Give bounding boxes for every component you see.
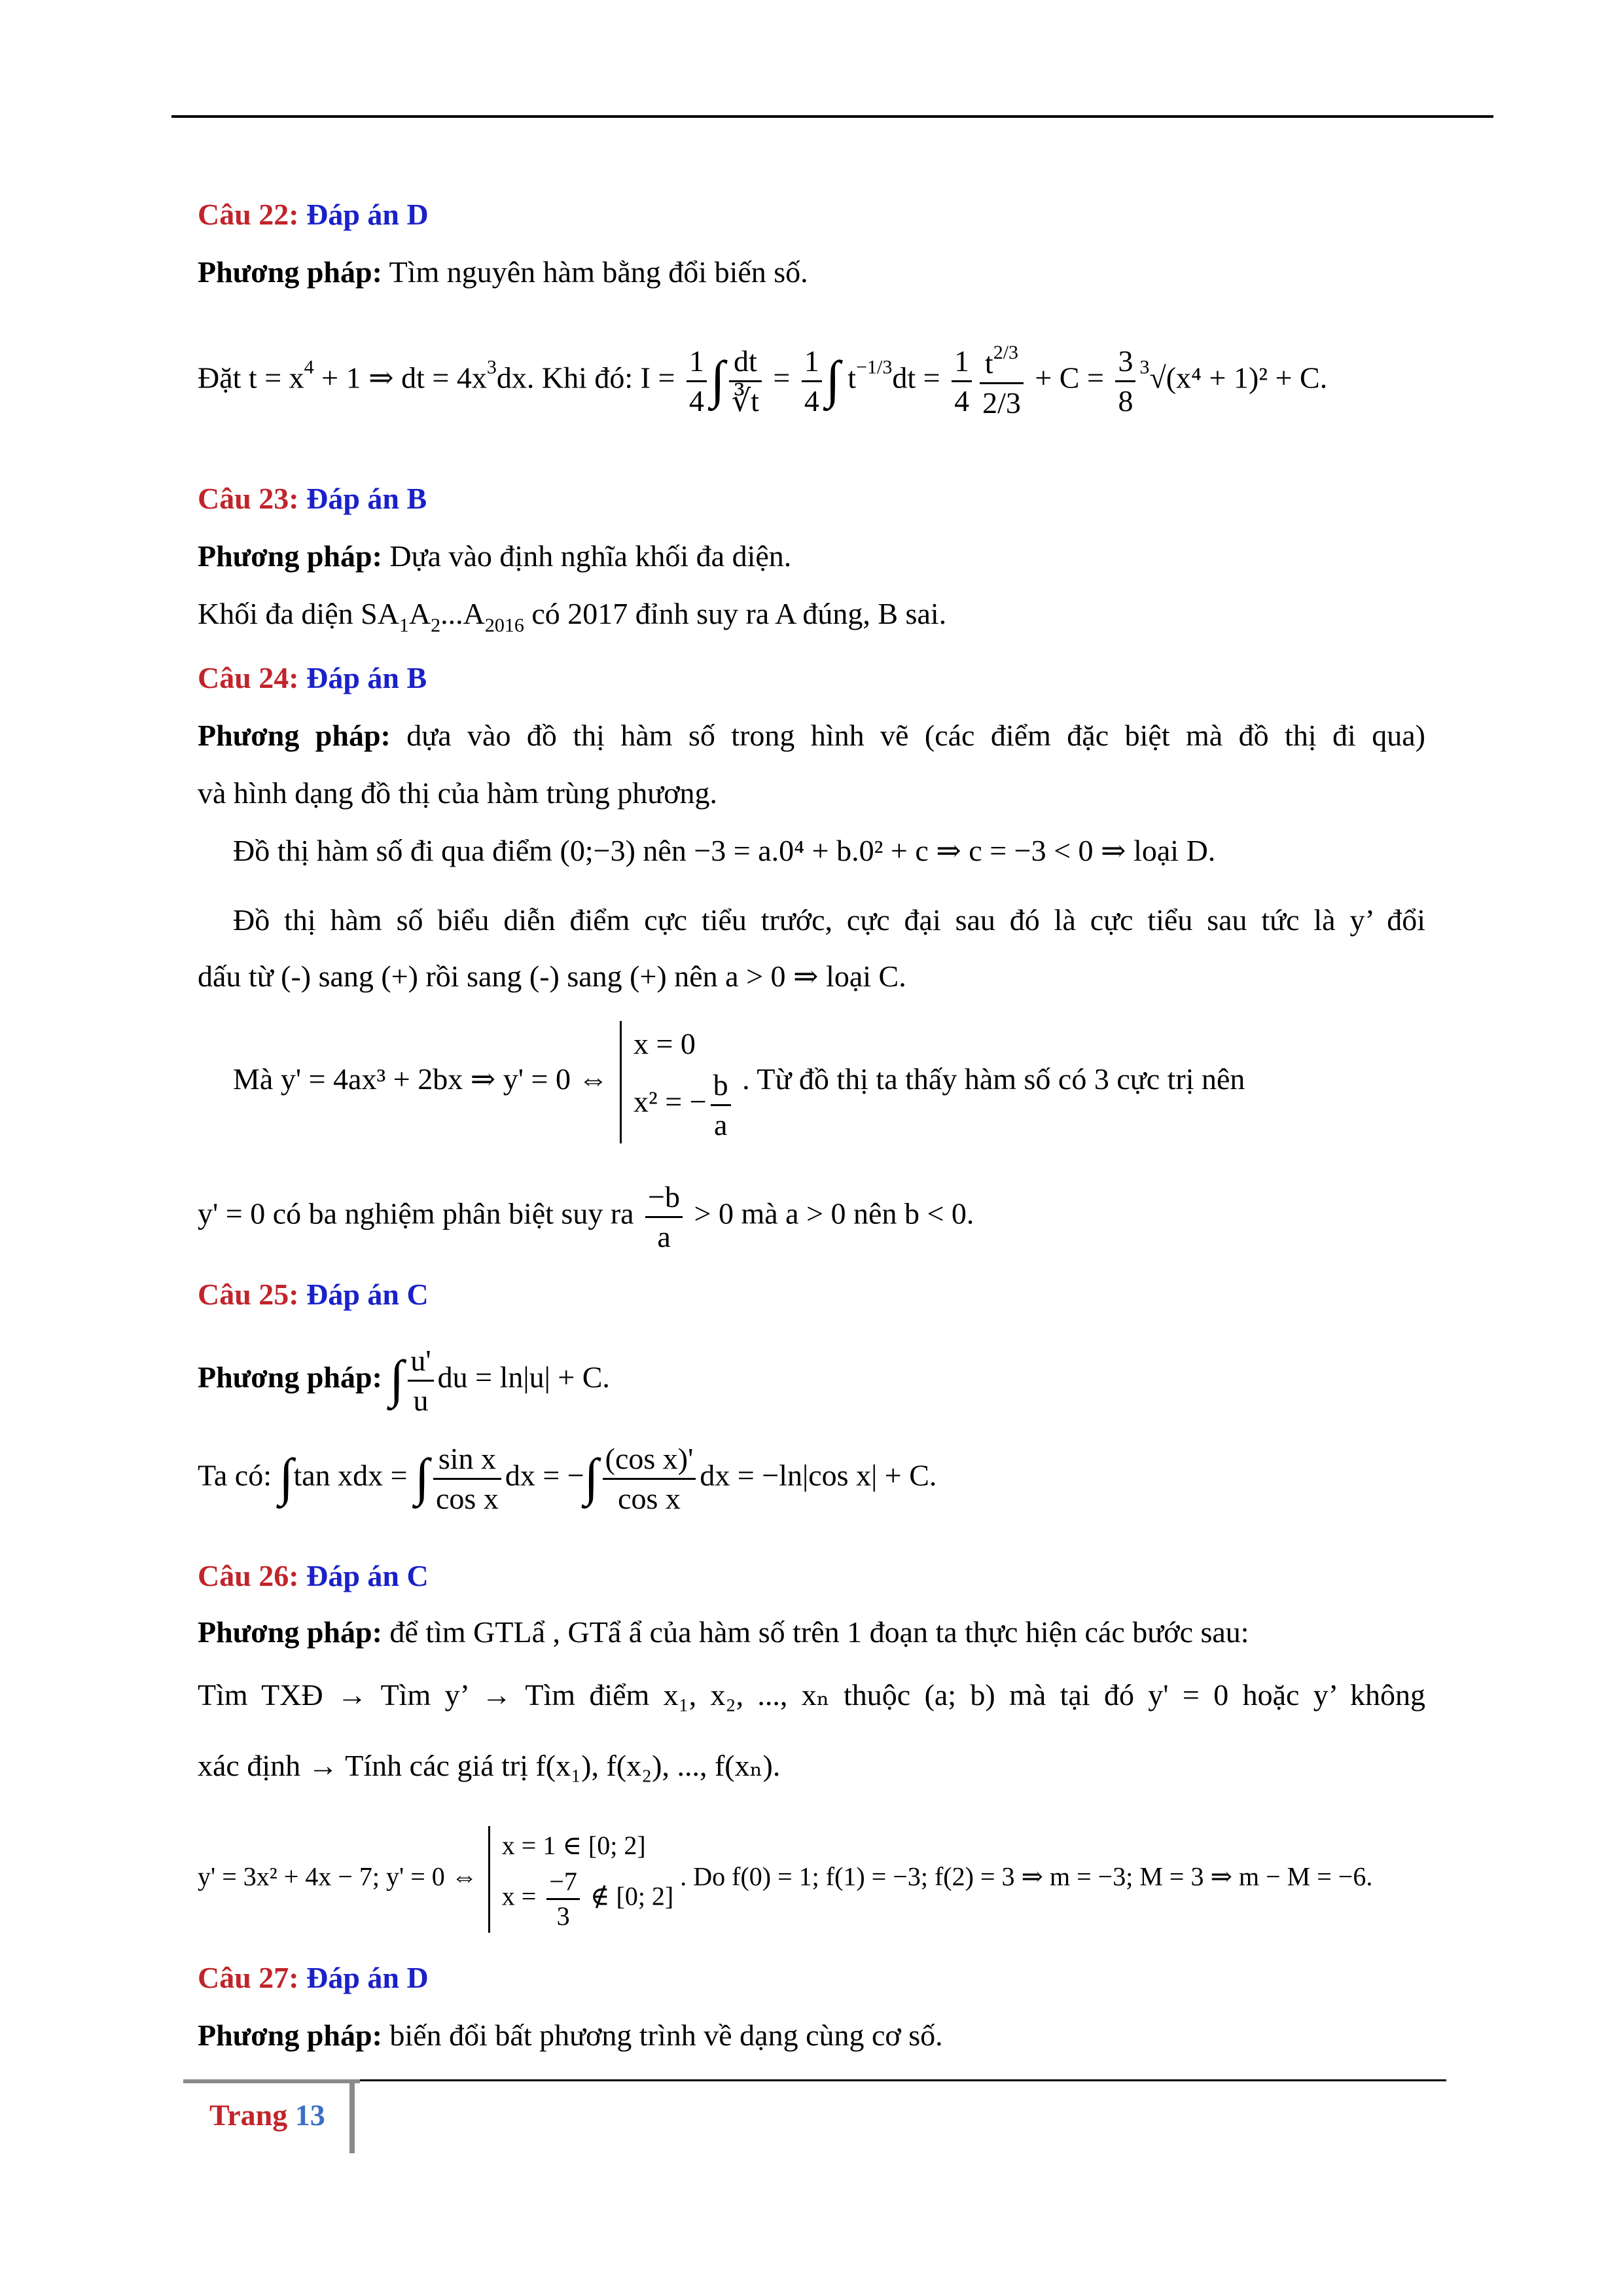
q22-answer: Đáp án D	[306, 198, 429, 231]
q24-system	[620, 1021, 735, 1143]
q22-eq-part-c: dx. Khi đó: I =	[496, 361, 683, 395]
q25-statement	[198, 1440, 936, 1517]
q24-title: Câu 24:	[198, 661, 299, 694]
t-symbol: t	[984, 346, 993, 380]
q26-l3	[198, 1826, 1372, 1933]
q26-method-text: để tìm GTLẩ , GTẩ ẩ của hàm số trên 1 đoạn ta thực hiện các bước sau:	[389, 1615, 1249, 1649]
integral-sign: ∫	[279, 1448, 294, 1507]
q26-case2-lhs: x =	[501, 1881, 543, 1911]
q23-method-label: Phương pháp:	[198, 539, 382, 573]
q26-method-label: Phương pháp:	[198, 1615, 382, 1649]
q26-frac-neg7-over-3	[546, 1865, 580, 1933]
q27-method-label: Phương pháp:	[198, 2018, 382, 2052]
q24-p4-a: y' = 0 có ba nghiệm phân biệt suy ra	[198, 1196, 642, 1230]
q25-frac-uprime-over-u	[408, 1342, 433, 1419]
q23-part-c: ...A	[440, 597, 485, 630]
q24-frac-b-over-a	[711, 1066, 731, 1143]
q24-method-line2: và hình dạng đồ thị của hàm trùng phương.	[198, 776, 718, 810]
q25-method	[198, 1342, 610, 1419]
q22-frac-three-eighths	[1115, 342, 1135, 420]
frac-num: b	[711, 1066, 731, 1106]
q22-method-text: Tìm nguyên hàm bằng đổi biến số.	[389, 255, 808, 289]
frac-num: 3	[1115, 342, 1135, 382]
q24-case2	[633, 1066, 735, 1143]
q22-eq-t: t	[840, 361, 857, 395]
footer-accent-bar	[183, 2079, 360, 2083]
q27-title: Câu 27:	[198, 1961, 299, 1994]
q22-frac-quarter-2	[802, 342, 822, 420]
frac-den: ∛t	[731, 384, 759, 418]
q26-l1: Tìm TXĐ → Tìm y’ → Tìm điểm x₁, x₂, ..., xₙ thuộc (a; b) mà tại đó y' = 0 hoặc y’ không	[198, 1678, 1425, 1712]
q22-frac-dt	[729, 342, 762, 420]
frac-num: −b	[645, 1178, 683, 1218]
q26-title: Câu 26:	[198, 1559, 299, 1592]
q22-eq-part-a: Đặt t = x	[198, 361, 304, 395]
q26-case1: x = 1 ∈ [0; 2]	[501, 1831, 646, 1860]
q22-frac-quarter-1	[687, 342, 707, 420]
q23-part-a: Khối đa diện SA	[198, 597, 399, 630]
q24-p2a: Đồ thị hàm số biểu diễn điểm cực tiểu trước, cực đại sau đó là cực tiểu sau tức là y’ đổi	[233, 903, 1425, 937]
q26-system	[488, 1826, 674, 1933]
frac-num: dt	[729, 342, 762, 382]
q24-p3-b: . Từ đồ thị ta thấy hàm số có 3 cực trị nên	[742, 1062, 1245, 1096]
q24-case2-lhs: x² = −	[633, 1085, 707, 1119]
frac-den: 2/3	[982, 386, 1021, 420]
q23-statement	[198, 596, 946, 637]
q22-eq-final: (x⁴ + 1)² + C.	[1166, 361, 1328, 395]
q22-eq-dt: dt =	[892, 361, 948, 395]
q25-heading	[198, 1276, 429, 1312]
frac-den: a	[657, 1219, 671, 1253]
frac-den: u	[413, 1383, 429, 1417]
frac-den: a	[713, 1107, 728, 1141]
q22-method-label: Phương pháp:	[198, 255, 382, 289]
q23-method-text: Dựa vào định nghĩa khối đa diện.	[389, 539, 792, 573]
q26-case2	[502, 1865, 674, 1933]
q27-method	[198, 2017, 943, 2053]
q22-heading	[198, 196, 429, 232]
frac-num: −7	[546, 1865, 580, 1900]
q26-case2-rhs: ∉ [0; 2]	[583, 1881, 674, 1911]
q25-part-d: dx = −ln|cos x| + C.	[700, 1458, 937, 1492]
header-rule	[171, 115, 1493, 118]
radical-sign: √	[1149, 361, 1166, 395]
frac-num: 1	[952, 342, 972, 382]
q27-method-text: biến đổi bất phương trình về dạng cùng cơ số.	[389, 2018, 943, 2052]
q24-p1: Đồ thị hàm số đi qua điểm (0;−3) nên −3 = a.0⁴ + b.0² + c ⇒ c = −3 < 0 ⇒ loại D.	[233, 834, 1216, 867]
frac-num	[980, 340, 1024, 384]
q24-frac-negb-over-a	[645, 1178, 683, 1255]
q24-answer: Đáp án B	[306, 661, 427, 694]
q24-method-line1	[198, 717, 1425, 753]
q25-frac-cosprime-over-cos	[603, 1440, 696, 1517]
q23-sub-1: 1	[399, 615, 409, 636]
page-number	[209, 2098, 325, 2132]
q26-heading	[198, 1558, 429, 1594]
q24-case1: x = 0	[633, 1027, 696, 1060]
footer-accent-vline	[349, 2081, 355, 2153]
q27-answer: Đáp án D	[306, 1961, 429, 1994]
integral-sign: ∫	[710, 351, 725, 409]
q23-part-b: A	[408, 597, 431, 630]
integral-sign: ∫	[415, 1448, 429, 1507]
frac-den: cos x	[618, 1481, 681, 1515]
q25-part-b: tan xdx =	[293, 1458, 416, 1492]
footer-rule	[190, 2079, 1446, 2081]
integral-sign: ∫	[584, 1448, 599, 1507]
q22-eq-exp-neg-third: −1/3	[856, 356, 893, 378]
frac-num: (cos x)'	[603, 1440, 696, 1480]
q22-method	[198, 254, 808, 290]
frac-den: 4	[804, 384, 819, 418]
q26-l3-a: y' = 3x² + 4x − 7; y' = 0 ⇔	[198, 1861, 478, 1892]
q24-method-text1: dựa vào đồ thị hàm số trong hình vẽ (các điểm đặc biệt mà đồ thị đi qua)	[406, 719, 1425, 752]
q23-method	[198, 538, 791, 574]
q24-p3	[233, 1021, 1245, 1143]
frac-num: u'	[408, 1342, 433, 1382]
q23-title: Câu 23:	[198, 482, 299, 515]
q23-sub-2: 2	[431, 615, 441, 636]
q24-p3-a: Mà y' = 4ax³ + 2bx ⇒ y' = 0 ⇔	[233, 1062, 609, 1096]
q25-part-c: dx = −	[505, 1458, 584, 1492]
q23-part-d: có 2017 đỉnh suy ra A đúng, B sai.	[524, 597, 947, 630]
q26-method	[198, 1614, 1249, 1650]
q26-answer: Đáp án C	[306, 1559, 429, 1592]
q24-p4-b: > 0 mà a > 0 nên b < 0.	[687, 1196, 974, 1230]
q23-sub-2016: 2016	[484, 615, 524, 636]
q22-frac-quarter-3	[952, 342, 972, 420]
exp-two-thirds: 2/3	[993, 342, 1019, 363]
integral-sign: ∫	[825, 351, 840, 409]
frac-den: 3	[556, 1901, 570, 1931]
frac-num: sin x	[433, 1440, 501, 1480]
q24-p4	[198, 1178, 974, 1255]
q22-eq-part-b: + 1 ⇒ dt = 4x	[313, 361, 487, 395]
frac-den: 8	[1118, 384, 1133, 418]
q24-p2b: dấu từ (-) sang (+) rồi sang (-) sang (+) nên a > 0 ⇒ loại C.	[198, 960, 906, 993]
q22-eq-exp-3: 3	[486, 356, 497, 378]
q22-frac-t-power	[980, 340, 1024, 422]
q22-eq-exp-4: 4	[304, 356, 314, 378]
frac-num: 1	[687, 342, 707, 382]
q22-root-index: 3	[1139, 356, 1150, 378]
frac-den: cos x	[436, 1481, 499, 1515]
q25-method-label: Phương pháp:	[198, 1360, 382, 1394]
q22-eq-plus-c: + C =	[1027, 361, 1112, 395]
q27-heading	[198, 1960, 429, 1996]
q24-method-label: Phương pháp:	[198, 719, 391, 752]
frac-den: 4	[954, 384, 970, 418]
q26-l2: xác định → Tính các giá trị f(x₁), f(x₂), ..., f(xₙ).	[198, 1749, 781, 1782]
page-number-value: 13	[294, 2098, 325, 2132]
q22-eq-eq1: =	[765, 361, 798, 395]
q22-title: Câu 22:	[198, 198, 299, 231]
q25-answer: Đáp án C	[306, 1278, 429, 1311]
q24-heading	[198, 660, 427, 696]
frac-num: 1	[802, 342, 822, 382]
q25-title: Câu 25:	[198, 1278, 299, 1311]
page-label: Trang	[209, 2098, 288, 2132]
integral-sign: ∫	[389, 1350, 404, 1408]
q25-method-eq: du = ln|u| + C.	[437, 1360, 610, 1394]
q26-l3-b: . Do f(0) = 1; f(1) = −3; f(2) = 3 ⇒ m = −3; M = 3 ⇒ m − M = −6.	[680, 1861, 1373, 1892]
q25-frac-sin-over-cos	[433, 1440, 501, 1517]
frac-den: 4	[688, 384, 704, 418]
q25-part-a: Ta có:	[198, 1458, 279, 1492]
q23-heading	[198, 480, 427, 516]
q22-equation	[198, 340, 1327, 422]
q23-answer: Đáp án B	[306, 482, 427, 515]
